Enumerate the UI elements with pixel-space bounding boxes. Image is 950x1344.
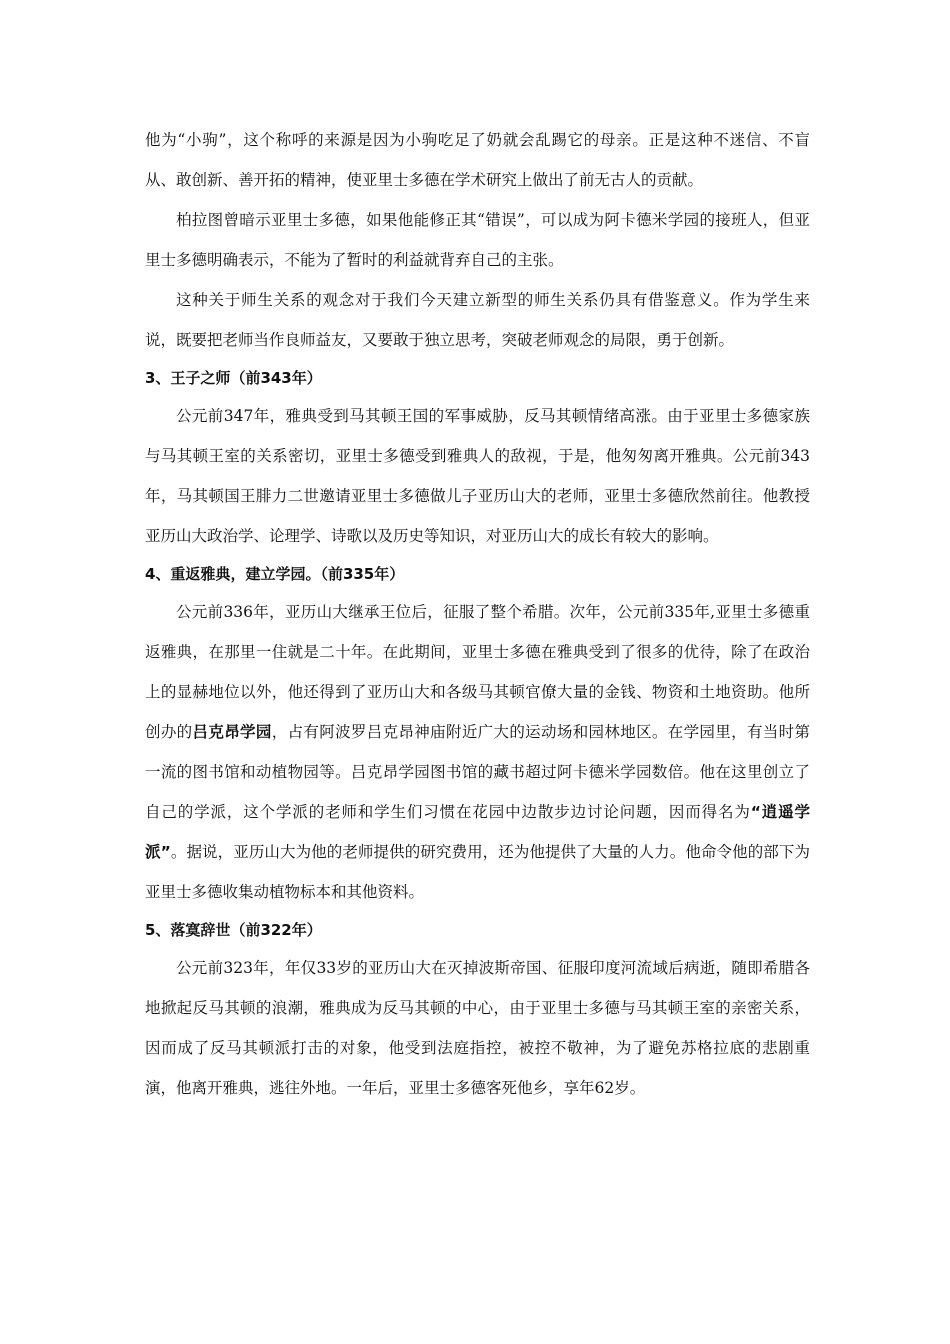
lyceum-name-bold: 吕克昂学园 (192, 723, 272, 741)
paragraph-death: 公元前323年，年仅33岁的亚历山大在灭掉波斯帝国、征服印度河流域后病逝，随即希腊各地掀起反马其顿的浪潮，雅典成为反马其顿的中心，由于亚里士多德与马其顿王室的亲密关系，因而成了反马其顿派打击的对象，他受到法庭指控，被控不敬神，为了避免苏格拉底的悲剧重演，他离开雅典，逃往外地。一年后，亚里士多德客死他乡，享年62岁。 (145, 959, 810, 1097)
paragraph-plato-hint: 柏拉图曾暗示亚里士多德，如果他能修正其“错误”，可以成为阿卡德米学园的接班人，但亚里士多德明确表示，不能为了暂时的利益就背弃自己的主张。 (145, 211, 810, 269)
paragraph-lyceum (145, 592, 810, 912)
section-heading-3: 3、王子之师（前343年） (145, 369, 322, 387)
lyceum-text-1: 公元前336年，亚历山大继承王位后，征服了整个希腊。次年，公元前335年,亚里士多德重返雅典，在那里一住就是二十年。在此期间，亚里士多德在雅典受到了很多的优待，除了在政治上的显赫地位以外，他还得到了亚历山大和各级马其顿官僚大量的金钱、物资和土地资助。他所创办的 (145, 603, 810, 741)
lyceum-text-2: ，占有阿波罗吕克昂神庙附近广大的运动场和园林地区。在学园里，有当时第一流的图书馆和动植物园等。吕克昂学园图书馆的藏书超过阿卡德米学园数倍。他在这里创立了自己的学派，这个学派的老师和学生们习惯在花园中边散步边讨论问题，因而得名为 (145, 723, 810, 821)
paragraph-prince-teacher: 公元前347年，雅典受到马其顿王国的军事威胁，反马其顿情绪高涨。由于亚里士多德家族与马其顿王室的关系密切，亚里士多德受到雅典人的敌视，于是，他匆匆离开雅典。公元前343年，马其顿国王腓力二世邀请亚里士多德做儿子亚历山大的老师，亚里士多德欣然前往。他教授亚历山大政治学、论理学、诗歌以及历史等知识，对亚历山大的成长有较大的影响。 (145, 407, 810, 545)
section-heading-4: 4、重返雅典，建立学园。（前335年） (145, 565, 405, 583)
document-body (145, 120, 810, 1108)
paragraph-nickname: 他为“小驹”，这个称呼的来源是因为小驹吃足了奶就会乱踢它的母亲。正是这种不迷信、不盲从、敢创新、善开拓的精神，使亚里士多德在学术研究上做出了前无古人的贡献。 (145, 131, 810, 189)
lyceum-text-3: 。据说，亚历山大为他的老师提供的研究费用，还为他提供了大量的人力。他命令他的部下为亚里士多德收集动植物标本和其他资料。 (145, 843, 810, 901)
peripatetic-school-bold: “逍遥学派” (145, 803, 811, 861)
paragraph-teacher-student: 这种关于师生关系的观念对于我们今天建立新型的师生关系仍具有借鉴意义。作为学生来说，既要把老师当作良师益友，又要敢于独立思考，突破老师观念的局限，勇于创新。 (145, 291, 810, 349)
section-heading-5: 5、落寞辞世（前322年） (145, 921, 322, 939)
